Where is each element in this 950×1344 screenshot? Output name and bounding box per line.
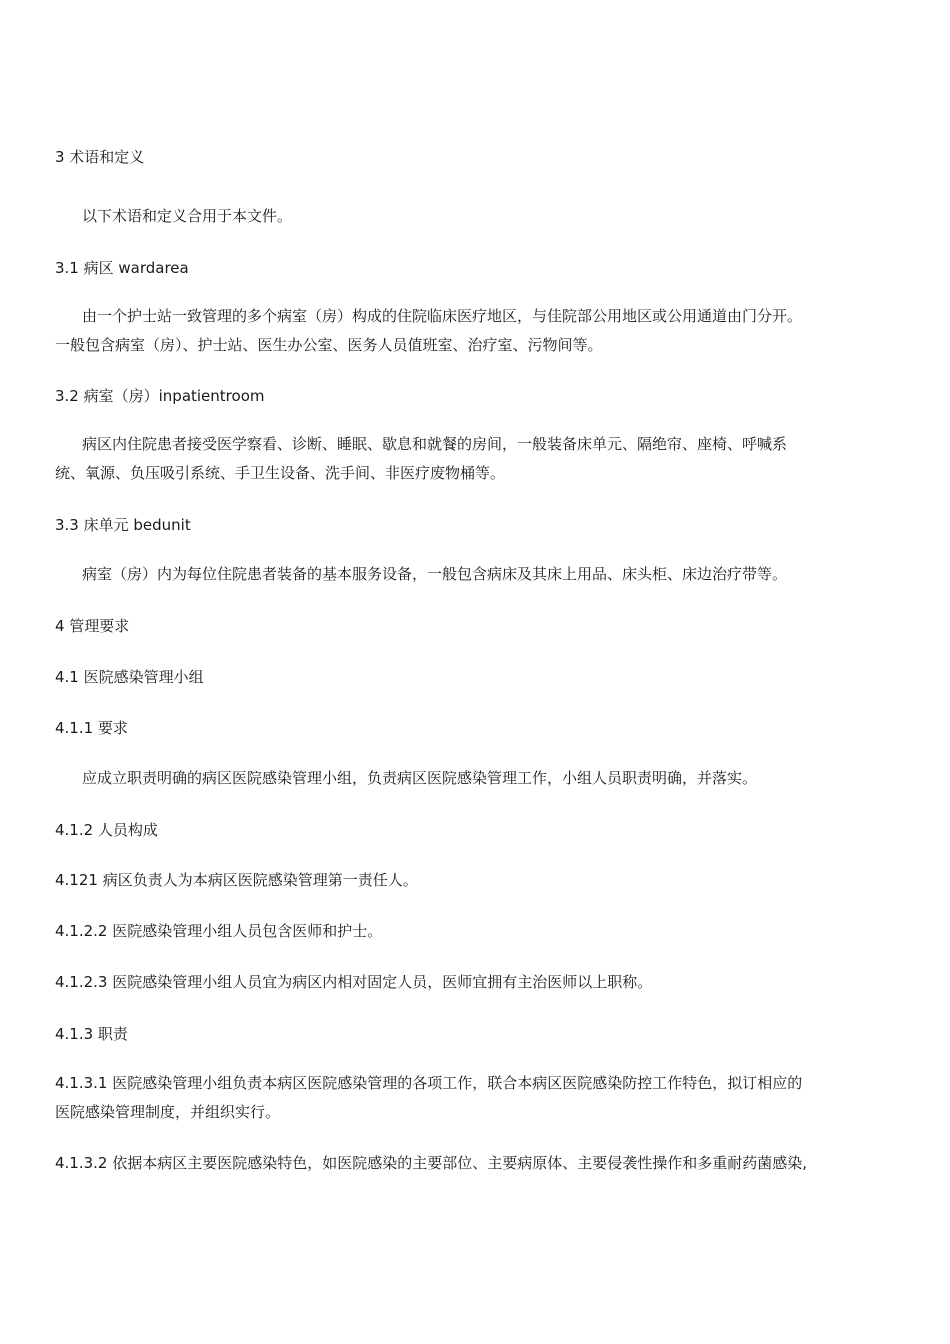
section-3-1-body-line-2: 一般包含病室（房）、护士站、医生办公室、医务人员值班室、治疗室、污物间等。 [55,336,603,354]
section-3-2-body-line-1: 病区内住院患者接受医学察看、诊断、睡眠、歇息和就餐的房间，一般装备床单元、隔绝帘、座椅、呼喊系 [82,435,788,453]
section-4-1-2-1: 4.121 病区负责人为本病区医院感染管理第一责任人。 [55,871,418,889]
section-4-1-heading: 4.1 医院感染管理小组 [55,668,204,686]
section-3-intro: 以下术语和定义合用于本文件。 [82,207,293,225]
section-4-1-3-heading: 4.1.3 职责 [55,1025,128,1043]
section-4-1-3-1-line-2: 医院感染管理制度，并组织实行。 [55,1103,281,1121]
section-3-heading: 3 术语和定义 [55,148,145,166]
section-3-2-heading: 3.2 病室（房）inpatientroom [55,387,265,405]
section-3-1-body-line-1: 由一个护士站一致管理的多个病室（房）构成的住院临床医疗地区，与佳院部公用地区或公用通道由门分开。 [82,307,803,325]
section-4-1-2-2: 4.1.2.2 医院感染管理小组人员包含医师和护士。 [55,922,383,940]
section-4-1-1-body: 应成立职责明确的病区医院感染管理小组，负责病区医院感染管理工作，小组人员职责明确，并落实。 [82,769,758,787]
section-4-1-2-heading: 4.1.2 人员构成 [55,821,158,839]
section-3-3-heading: 3.3 床单元 bedunit [55,516,191,534]
section-3-3-body: 病室（房）内为每位住院患者装备的基本服务设备，一般包含病床及其床上用品、床头柜、床边治疗带等。 [82,565,788,583]
section-3-2-body-line-2: 统、氧源、负压吸引系统、手卫生设备、洗手间、非医疗废物桶等。 [55,464,506,482]
section-4-1-3-1-line-1: 4.1.3.1 医院感染管理小组负责本病区医院感染管理的各项工作，联合本病区医院感染防控工作特色，拟订相应的 [55,1074,803,1092]
section-4-1-1-heading: 4.1.1 要求 [55,719,128,737]
section-4-1-3-2-line-1: 4.1.3.2 依据本病区主要医院感染特色，如医院感染的主要部位、主要病原体、主要侵袭性操作和多重耐药菌感染, [55,1154,808,1172]
section-4-1-2-3: 4.1.2.3 医院感染管理小组人员宜为病区内相对固定人员，医师宜拥有主治医师以上职称。 [55,973,653,991]
section-4-heading: 4 管理要求 [55,617,130,635]
section-3-1-heading: 3.1 病区 wardarea [55,259,189,277]
